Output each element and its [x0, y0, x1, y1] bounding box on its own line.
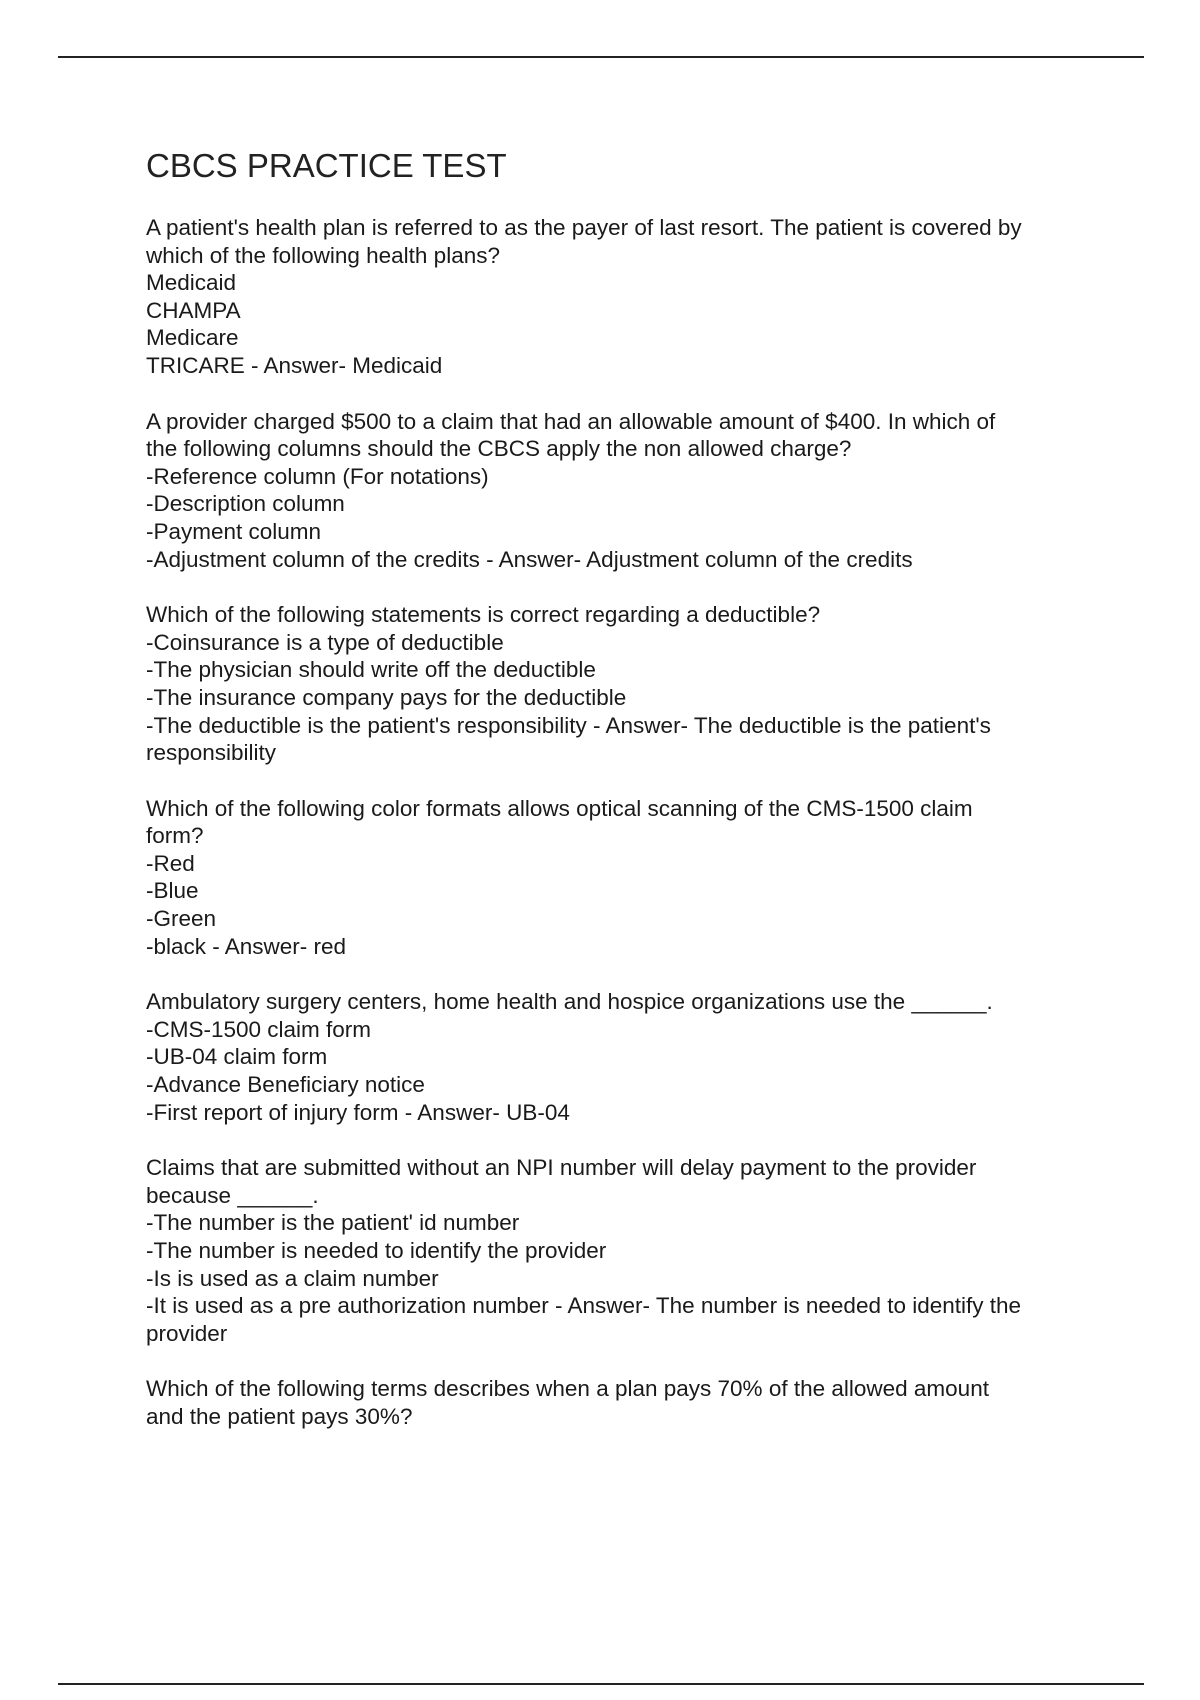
question-line: A provider charged $500 to a claim that had an allowable amount of $400. In which of	[146, 408, 996, 434]
question-block	[146, 408, 1106, 574]
question-line: -Coinsurance is a type of deductible	[146, 629, 504, 655]
question-line: -Is is used as a claim number	[146, 1265, 439, 1291]
question-line: CHAMPA	[146, 297, 241, 323]
question-line: and the patient pays 30%?	[146, 1403, 413, 1429]
question-line: -black - Answer- red	[146, 933, 347, 959]
question-line: -UB-04 claim form	[146, 1044, 328, 1070]
question-line: Which of the following statements is correct regarding a deductible?	[146, 602, 821, 628]
question-line: Medicaid	[146, 270, 237, 296]
question-line: form?	[146, 823, 204, 849]
question-line: -Description column	[146, 491, 345, 517]
question-line: -The physician should write off the deductible	[146, 657, 596, 683]
question-line: Ambulatory surgery centers, home health and hospice organizations use the ______.	[146, 989, 993, 1015]
question-line: -Blue	[146, 878, 199, 904]
question-line: -CMS-1500 claim form	[146, 1016, 372, 1042]
header-rule	[58, 56, 1144, 58]
question-line: -Red	[146, 850, 195, 876]
question-line: -The deductible is the patient's responsibility - Answer- The deductible is the patient's	[146, 712, 991, 738]
question-block	[146, 988, 1106, 1126]
question-line: A patient's health plan is referred to as the payer of last resort. The patient is covered by	[146, 215, 1022, 240]
question-block	[146, 214, 1106, 380]
question-line: Claims that are submitted without an NPI number will delay payment to the provider	[146, 1155, 977, 1181]
question-line: -The insurance company pays for the deductible	[146, 684, 627, 710]
question-line: because ______.	[146, 1182, 319, 1208]
question-line: -Reference column (For notations)	[146, 463, 489, 489]
question-line: -Adjustment column of the credits - Answer- Adjustment column of the credits	[146, 546, 913, 572]
document-body	[146, 146, 1106, 1459]
question-line: which of the following health plans?	[146, 242, 500, 268]
question-block	[146, 601, 1106, 767]
question-line: Medicare	[146, 325, 239, 351]
question-line: responsibility	[146, 740, 277, 766]
question-line: provider	[146, 1320, 228, 1346]
question-block	[146, 795, 1106, 961]
question-line: -Payment column	[146, 518, 322, 544]
question-block	[146, 1375, 1106, 1430]
question-line: TRICARE - Answer- Medicaid	[146, 352, 443, 378]
question-list	[146, 214, 1106, 1431]
question-line: -It is used as a pre authorization number - Answer- The number is needed to identify the	[146, 1293, 1022, 1319]
question-line: -The number is the patient' id number	[146, 1210, 520, 1236]
question-line: -Green	[146, 906, 217, 932]
question-line: the following columns should the CBCS apply the non allowed charge?	[146, 436, 852, 462]
question-line: Which of the following terms describes when a plan pays 70% of the allowed amount	[146, 1376, 989, 1402]
document-title: CBCS PRACTICE TEST	[146, 147, 507, 184]
question-line: Which of the following color formats allows optical scanning of the CMS-1500 claim	[146, 795, 973, 821]
question-block	[146, 1154, 1106, 1347]
footer-rule	[58, 1683, 1144, 1685]
question-line: -The number is needed to identify the provider	[146, 1238, 607, 1263]
question-line: -Advance Beneficiary notice	[146, 1072, 425, 1098]
question-line: -First report of injury form - Answer- UB-04	[146, 1099, 570, 1125]
